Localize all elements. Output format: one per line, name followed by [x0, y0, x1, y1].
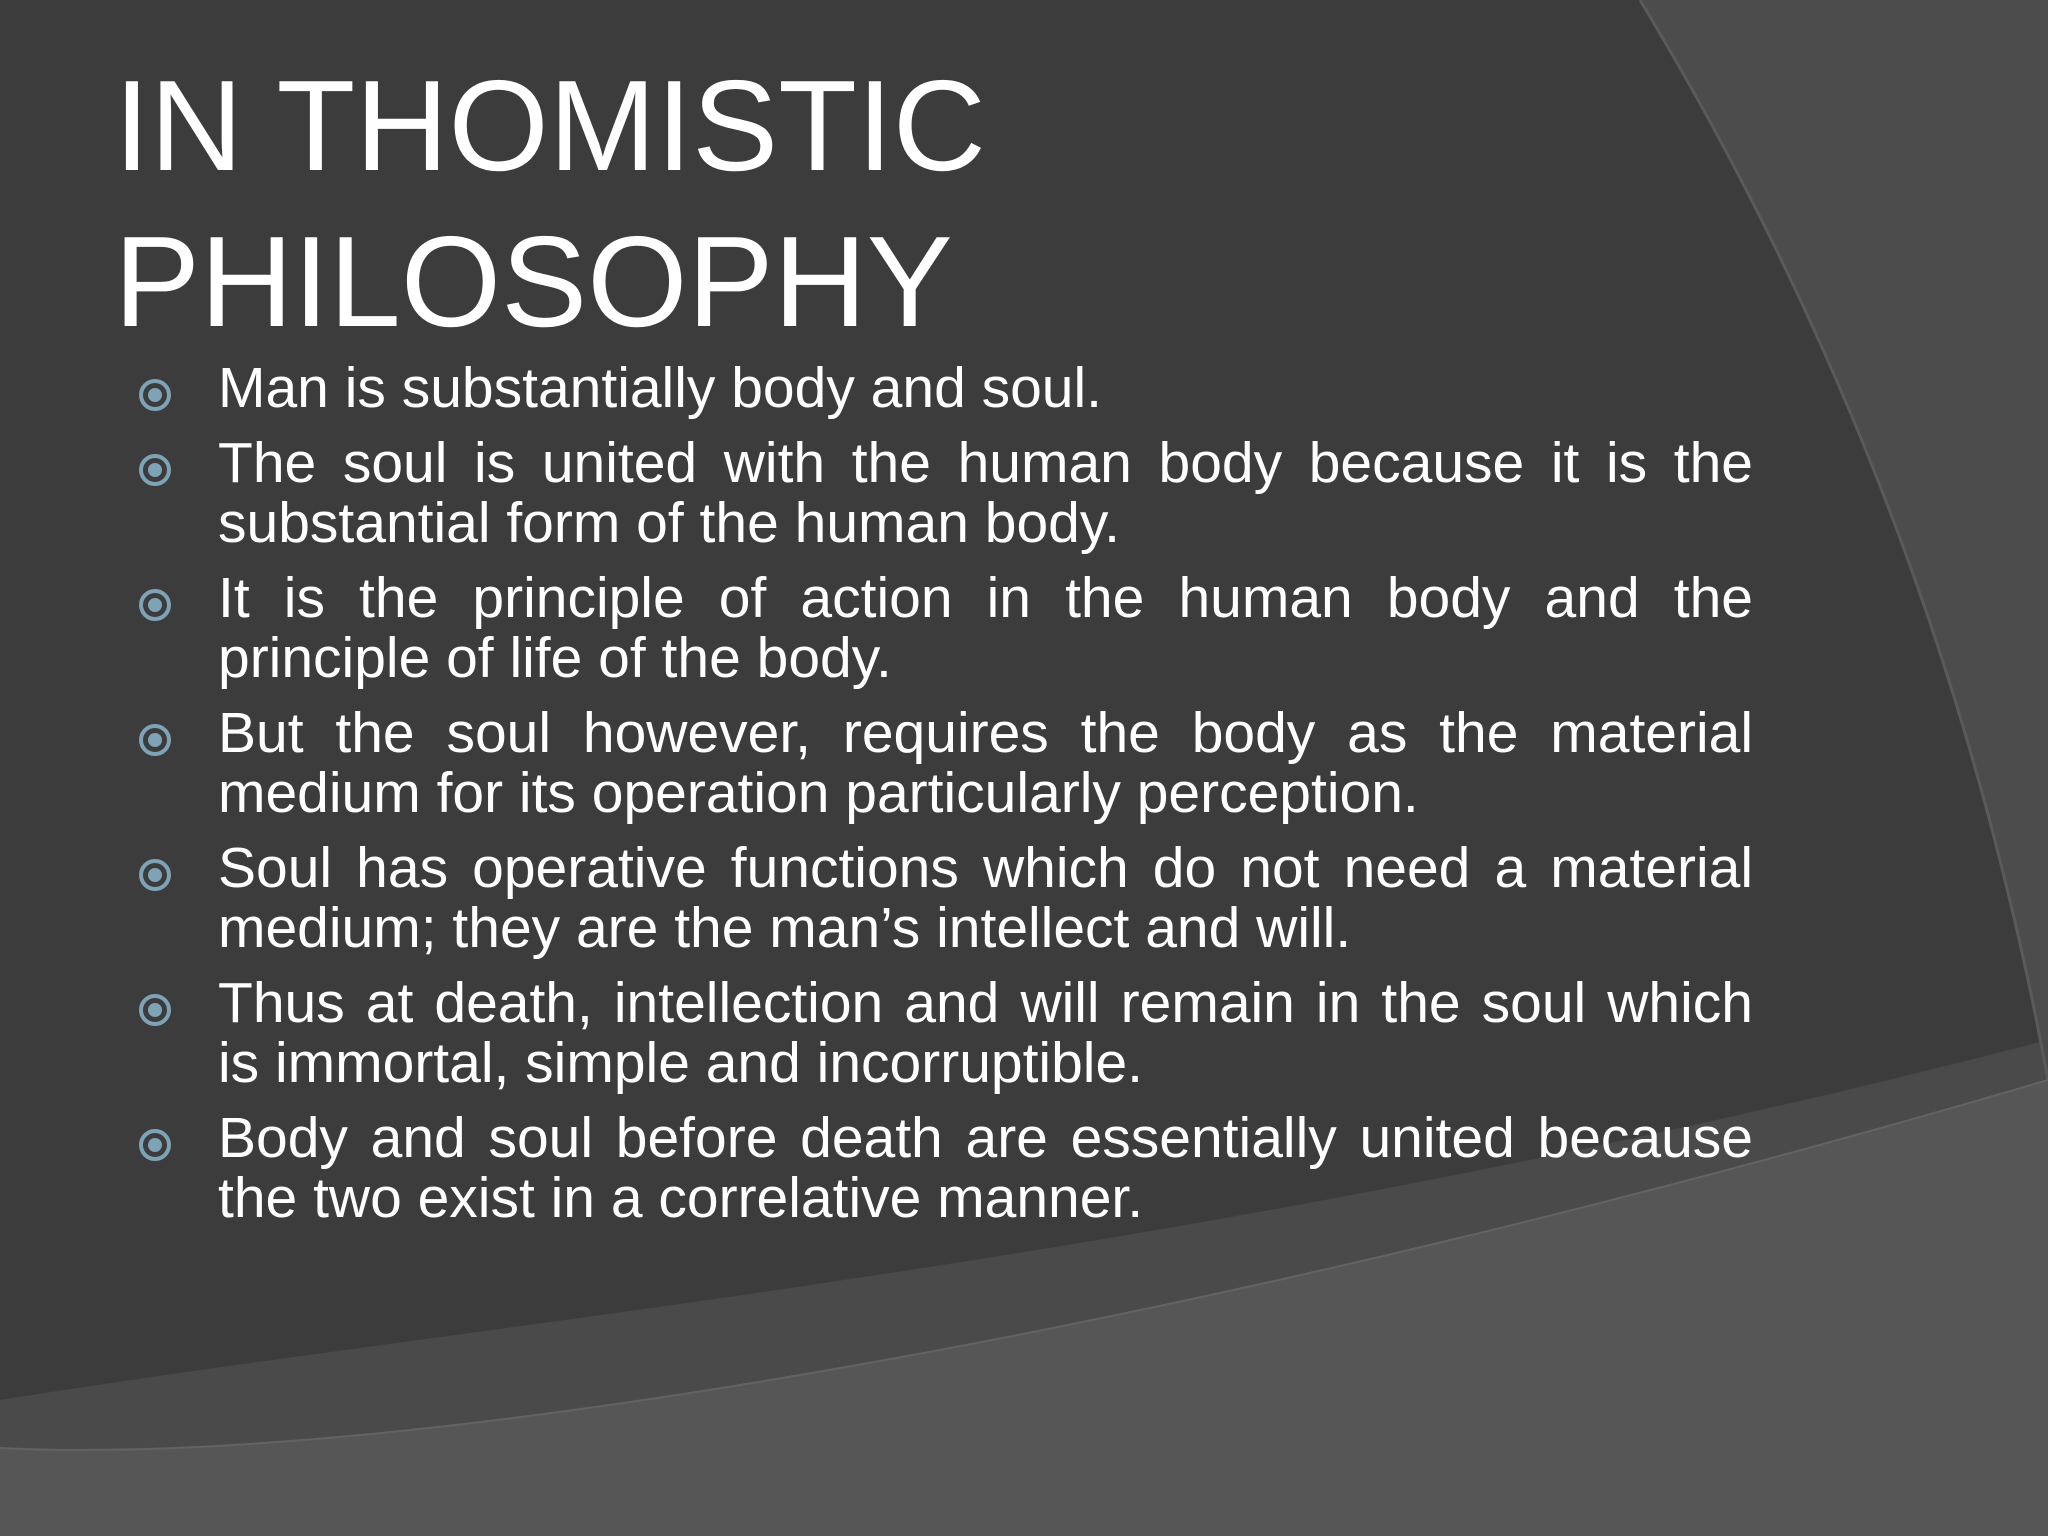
target-circle-icon	[138, 453, 172, 487]
target-circle-icon	[138, 588, 172, 622]
bullet-text: The soul is united with the human body because it is the substantial form of the human body.	[218, 431, 1753, 555]
target-circle-icon	[138, 378, 172, 412]
bullet-list	[120, 358, 1753, 1243]
target-circle-icon	[138, 993, 172, 1027]
bullet-text: But the soul however, requires the body as the material medium for its operation particularly perception.	[218, 701, 1753, 825]
slide-title-line-1: IN THOMISTIC	[114, 54, 986, 198]
bullet-item	[120, 703, 1753, 823]
bullet-text: Body and soul before death are essentially united because the two exist in a correlative manner.	[218, 1106, 1753, 1230]
target-circle-icon	[138, 1128, 172, 1162]
slide-title-line-2: PHILOSOPHY	[114, 210, 953, 354]
bullet-item	[120, 568, 1753, 688]
bullet-item	[120, 433, 1753, 553]
bullet-text: It is the principle of action in the human body and the principle of life of the body.	[218, 566, 1753, 690]
bullet-item	[120, 358, 1753, 418]
bullet-text: Man is substantially body and soul.	[218, 356, 1103, 420]
bullet-item	[120, 973, 1753, 1093]
bullet-item	[120, 838, 1753, 958]
target-circle-icon	[138, 723, 172, 757]
bullet-item	[120, 1108, 1753, 1228]
target-circle-icon	[138, 858, 172, 892]
bullet-text: Thus at death, intellection and will remain in the soul which is immortal, simple and incorruptible.	[218, 971, 1753, 1095]
bullet-text: Soul has operative functions which do not need a material medium; they are the man’s intellect and will.	[218, 836, 1753, 960]
slide-title	[114, 48, 1214, 360]
